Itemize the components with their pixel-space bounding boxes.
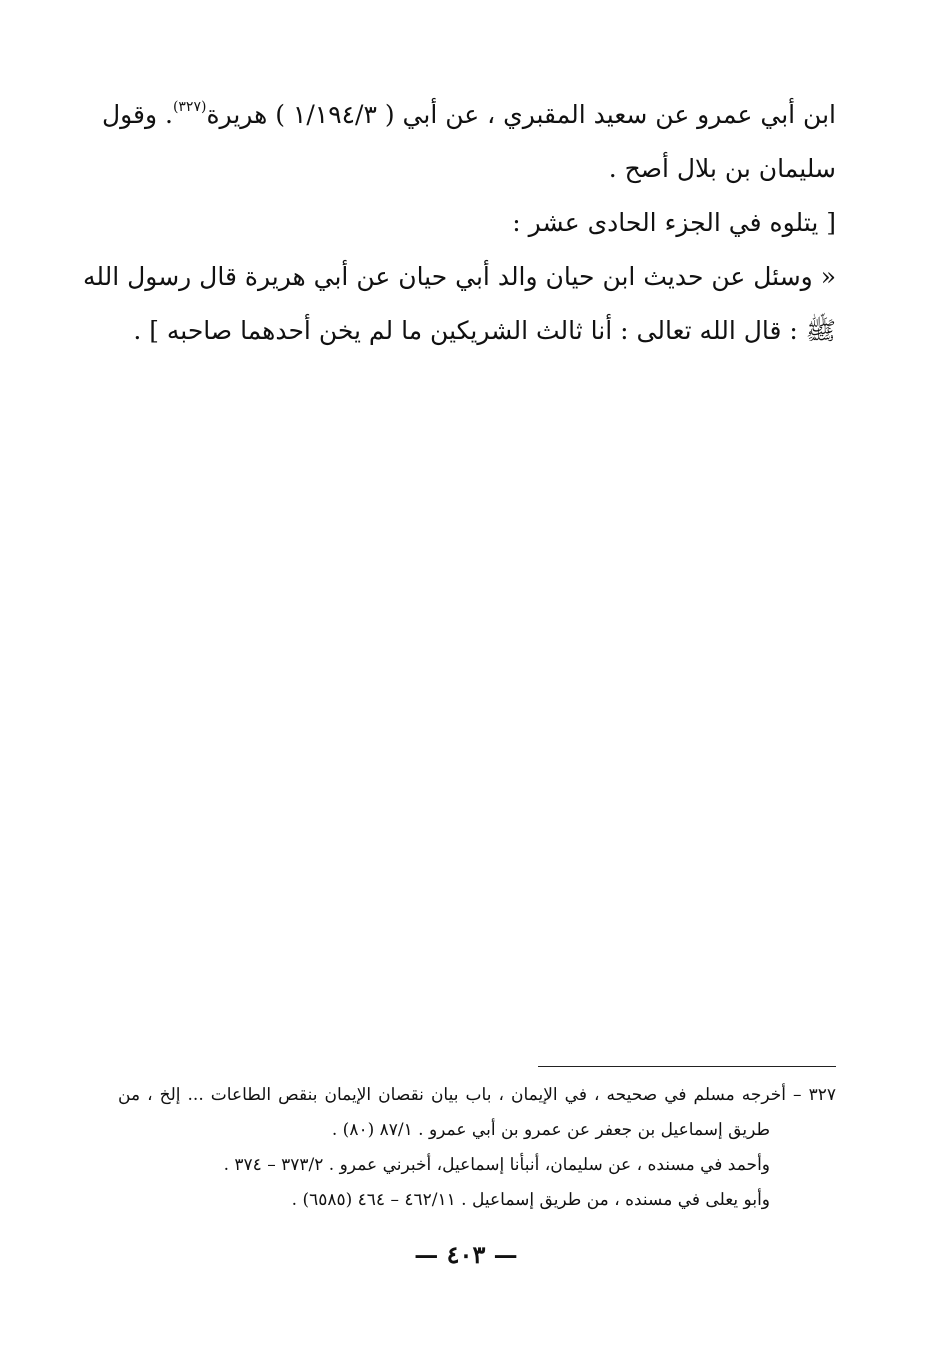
paragraph-2 xyxy=(82,196,836,358)
paragraph-2-line-3: ﷺ : قال الله تعالى : أنا ثالث الشريكين ما لم يخن أحدهما صاحبه ] . xyxy=(133,316,836,345)
footnote-line-4: وأبو يعلى في مسنده ، من طريق إسماعيل . ٤٦٢/١١ – ٤٦٤ (٦٥٨٥) . xyxy=(291,1190,770,1210)
paragraph-1-line-1-end: . وقول xyxy=(101,100,173,129)
footnote-separator xyxy=(538,1066,836,1067)
footnote-line-1: ٣٢٧ – أخرجه مسلم في صحيحه ، في الإيمان ، باب بيان نقصان الإيمان بنقص الطاعات ... إلخ ، من xyxy=(118,1085,836,1105)
paragraph-2-line-2: « وسئل عن حديث ابن حيان والد أبي حيان عن أبي هريرة قال رسول الله xyxy=(82,262,836,291)
paragraph-1-line-2: سليمان بن بلال أصح . xyxy=(608,154,836,183)
page-number: — ٤٠٣ — xyxy=(414,1240,518,1269)
paragraph-2-line-1: [ يتلوه في الجزء الحادى عشر : xyxy=(512,208,836,237)
paragraph-1-line-1-text: ابن أبي عمرو عن سعيد المقبري ، عن أبي ( ١/١٩٤/٣ ) هريرة xyxy=(206,100,836,129)
paragraph-1-line-1 xyxy=(101,88,836,142)
paragraph-1 xyxy=(101,88,836,196)
footnote-line-2: طريق إسماعيل بن جعفر عن عمرو بن أبي عمرو . ٨٧/١ (٨٠) . xyxy=(331,1120,770,1140)
footnotes xyxy=(118,1078,836,1218)
footnote-reference: (٣٢٧) xyxy=(172,99,207,115)
footnote-line-3: وأحمد في مسنده ، عن سليمان، أنبأنا إسماعيل، أخبرني عمرو . ٣٧٣/٢ – ٣٧٤ . xyxy=(223,1155,770,1175)
